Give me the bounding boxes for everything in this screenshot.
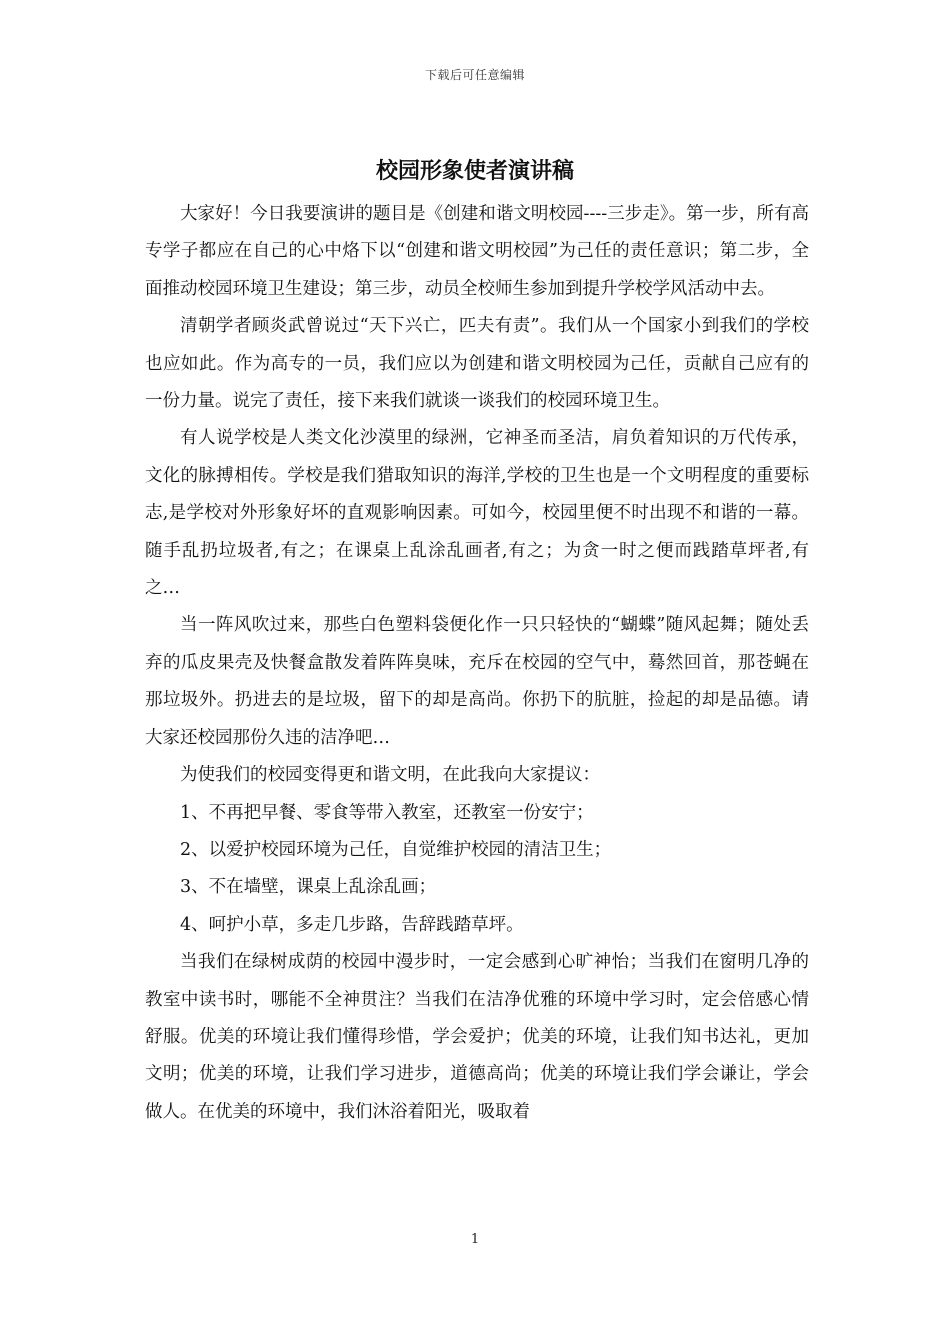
paragraph: 大家好！今日我要演讲的题目是《创建和谐文明校园----三步走》。第一步，所有高专学子都应在自己的心中烙下以“创建和谐文明校园”为己任的责任意识；第二步，全面推动校园环境卫生建设；第三步，动员全校师生参加到提升学校学风活动中去。	[145, 204, 809, 299]
page-number: 1	[470, 1232, 480, 1247]
proposal-item: 2、以爱护校园环境为己任，自觉维护校园的清洁卫生；	[180, 839, 612, 860]
paragraph: 为使我们的校园变得更和谐文明，在此我向大家提议：	[180, 765, 600, 786]
header-note: 下载后可任意编辑	[424, 68, 525, 82]
proposal-item: 4、呵护小草，多走几步路，告辞践踏草坪。	[180, 914, 524, 935]
proposal-item: 3、不在墙壁，课桌上乱涂乱画；	[180, 877, 437, 898]
paragraph: 当一阵风吹过来，那些白色塑料袋便化作一只只轻快的“蝴蝶”随风起舞；随处丢弃的瓜皮果壳及快餐盒散发着阵阵臭味，充斥在校园的空气中，蓦然回首，那苍蝇在那垃圾外。扔进去的是垃圾，留下的却是高尚。你扔下的肮脏，捡起的却是品德。请大家还校园那份久违的洁净吧…	[145, 615, 809, 748]
paragraph: 有人说学校是人类文化沙漠里的绿洲，它神圣而圣洁，肩负着知识的万代传承，文化的脉搏相传。学校是我们猎取知识的海洋,学校的卫生也是一个文明程度的重要标志,是学校对外形象好坏的直观影响因素。可如今，校园里便不时出现不和谐的一幕。随手乱扔垃圾者,有之；在课桌上乱涂乱画者,有之；为贪一时之便而践踏草坪者,有之…	[145, 428, 809, 599]
document-body	[145, 196, 809, 1131]
paragraph: 清朝学者顾炎武曾说过“天下兴亡，匹夫有责”。我们从一个国家小到我们的学校也应如此。作为高专的一员，我们应以为创建和谐文明校园为己任，贡献自己应有的一份力量。说完了责任，接下来我们就谈一谈我们的校园环境卫生。	[145, 316, 809, 412]
paragraph: 当我们在绿树成荫的校园中漫步时，一定会感到心旷神怡；当我们在窗明几净的教室中读书时，哪能不全神贯注？当我们在洁净优雅的环境中学习时，定会倍感心情舒服。优美的环境让我们懂得珍惜，学会爱护；优美的环境，让我们知书达礼，更加文明；优美的环境，让我们学习进步，道德高尚；优美的环境让我们学会谦让，学会做人。在优美的环境中，我们沐浴着阳光，吸取着	[145, 952, 809, 1122]
document-title: 校园形象使者演讲稿	[375, 159, 574, 184]
proposal-item: 1、不再把早餐、零食等带入教室，还教室一份安宁；	[180, 802, 594, 823]
